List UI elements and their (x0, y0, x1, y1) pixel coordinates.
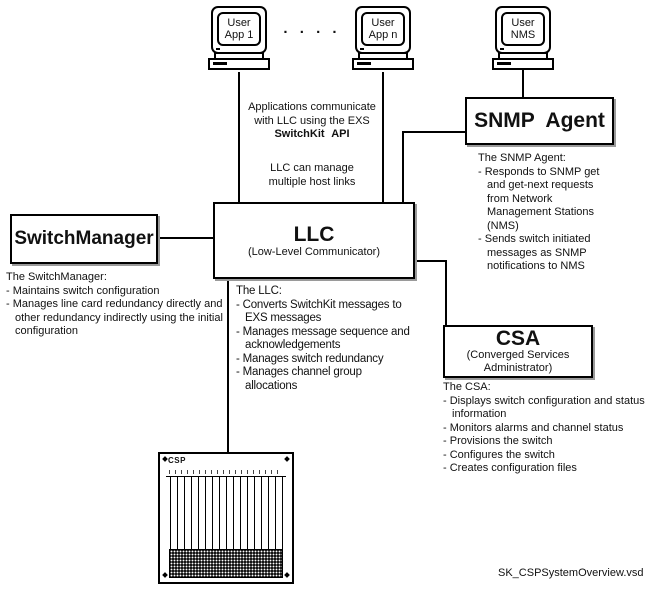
box-snmp-agent (465, 97, 614, 145)
box-switch-manager (10, 214, 158, 264)
note-line: Applications communicate (248, 101, 376, 113)
screw-icon (162, 572, 168, 578)
switch-manager-description (6, 271, 228, 339)
csa-description (443, 381, 669, 476)
chassis-label: CSP (168, 456, 186, 465)
llc-description (236, 285, 412, 393)
monitor-icon (355, 6, 411, 54)
note-applications-communicate (238, 101, 386, 142)
csa-subtitle-line2: Administrator) (483, 362, 553, 374)
monitor-icon (495, 6, 551, 54)
description-item: - Sends switch initiated messages as SNMP notifications to NMS (478, 233, 610, 274)
note-line: with LLC using the EXS (254, 114, 370, 127)
monitor-power-dot (216, 48, 220, 50)
description-item: - Responds to SNMP get and get-next requests from Network Management Stations (NMS) (478, 166, 610, 234)
description-item: - Provisions the switch (443, 435, 669, 449)
description-item: - Manages channel group allocations (236, 366, 412, 393)
description-item: - Monitors alarms and channel status (443, 422, 669, 436)
screw-icon (162, 456, 168, 462)
csa-subtitle-line1: (Converged Services (466, 349, 570, 361)
description-item: - Manages message sequence and acknowledgements (236, 326, 412, 353)
description-item: - Creates configuration files (443, 462, 669, 476)
computer-user-app-n (352, 6, 414, 70)
computer-label-line2: App 1 (224, 29, 254, 41)
monitor-power-dot (500, 48, 504, 50)
chassis-card-slots (170, 477, 285, 549)
source-filename-label: SK_CSPSystemOverview.vsd (498, 567, 644, 579)
csa-title: CSA (495, 327, 541, 350)
monitor-base (208, 58, 270, 70)
chassis-slot-number-strip (166, 469, 286, 477)
box-llc (213, 202, 415, 279)
llc-subtitle: (Low-Level Communicator) (247, 245, 381, 258)
description-heading: The LLC: (236, 285, 282, 297)
computer-label-line1: User (511, 17, 535, 29)
monitor-screen-label (501, 12, 545, 46)
csp-chassis (158, 452, 294, 584)
switch-manager-title: SwitchManager (14, 228, 154, 249)
monitor-base-slot (497, 62, 511, 65)
note-llc-host-links (238, 162, 386, 189)
chassis-fan-grille (169, 549, 283, 578)
description-item: - Manages switch redundancy (236, 353, 412, 367)
computer-user-nms (492, 6, 554, 70)
connector-snmp-llc-horizontal (402, 131, 465, 133)
ellipsis-dots: . . . . (283, 20, 341, 37)
snmp-agent-title: SNMP Agent (474, 109, 605, 132)
connector-llc-csa-vertical (445, 260, 447, 325)
computer-label-line1: User (227, 17, 251, 29)
monitor-base-slot (357, 62, 371, 65)
monitor-base-slot (213, 62, 227, 65)
note-line: LLC can manage (270, 162, 354, 174)
description-item: - Maintains switch configuration (6, 285, 228, 299)
monitor-screen-label (361, 12, 405, 46)
monitor-screen-label (217, 12, 261, 46)
monitor-power-dot (360, 48, 364, 50)
screw-icon (284, 456, 290, 462)
description-item: - Configures the switch (443, 449, 669, 463)
computer-user-app-1 (208, 6, 270, 70)
description-item: - Converts SwitchKit messages to EXS messages (236, 299, 412, 326)
monitor-base (492, 58, 554, 70)
description-heading: The SwitchManager: (6, 271, 107, 283)
screw-icon (284, 572, 290, 578)
llc-title: LLC (293, 222, 335, 246)
description-item: - Manages line card redundancy directly and other redundancy indirectly using the initial configuration (6, 298, 228, 339)
computer-label-line2: NMS (510, 29, 536, 41)
connector-llc-csa-horizontal (415, 260, 447, 262)
note-line: multiple host links (268, 175, 356, 188)
connector-usernms-snmp (522, 70, 524, 97)
computer-label-line1: User (371, 17, 395, 29)
description-heading: The CSA: (443, 381, 491, 393)
snmp-agent-description (478, 152, 610, 274)
connector-switchmanager-llc (158, 237, 213, 239)
monitor-icon (211, 6, 267, 54)
connector-snmp-llc-vertical (402, 131, 404, 203)
description-heading: The SNMP Agent: (478, 152, 566, 164)
note-switchkit-api: SwitchKit API (274, 128, 350, 140)
description-item: - Displays switch configuration and status information (443, 395, 669, 422)
computer-label-line2: App n (368, 29, 398, 41)
box-csa (443, 325, 593, 378)
monitor-base (352, 58, 414, 70)
